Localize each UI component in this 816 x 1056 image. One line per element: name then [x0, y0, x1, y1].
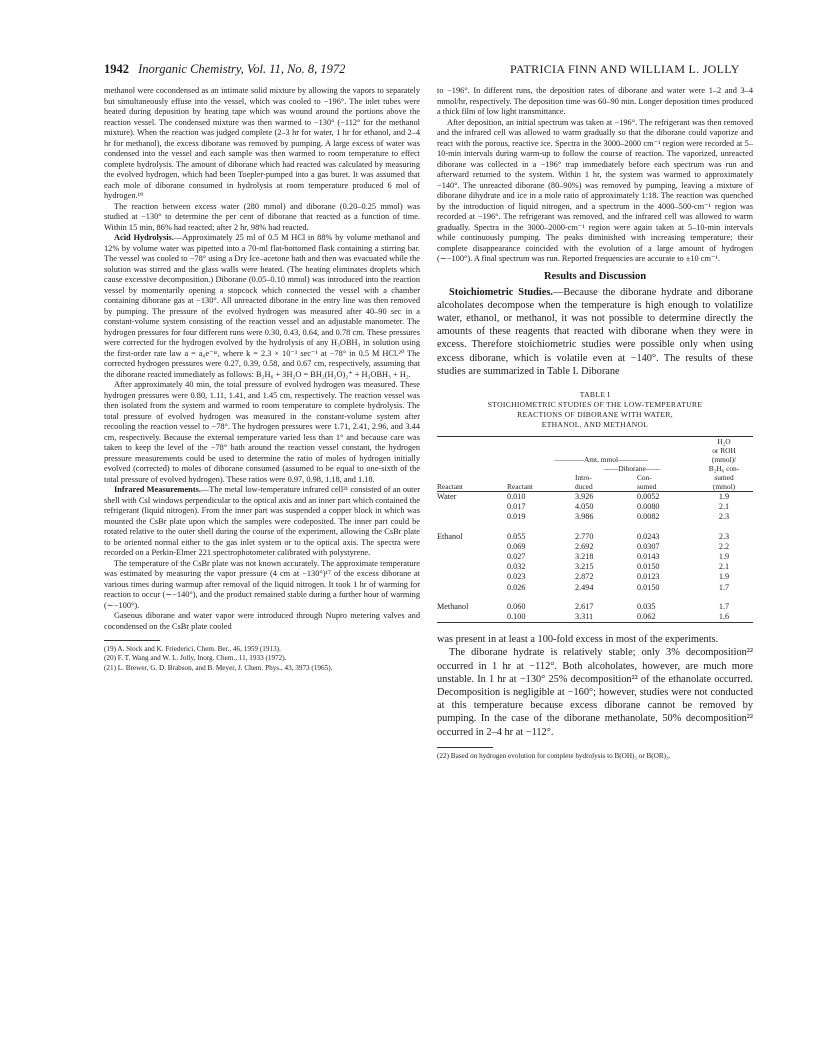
cell-diborane-consumed: 0.0123	[637, 572, 660, 582]
cell-ratio: 1.9	[718, 551, 730, 561]
paragraph	[104, 485, 420, 559]
running-header-authors: PATRICIA FINN AND WILLIAM L. JOLLY	[510, 62, 740, 76]
paragraph: After deposition, an initial spectrum was taken at −196°. The refrigerant was then removed and the infrared cell was allowed to warm gradually so that the diborane could vaporize and react with the porous, reactive ice. Spectra in the 3000–2000 cm⁻¹ region were recorded at 5–10-min intervals during warm-up to follow the course of reaction. The vaporized, unreacted diborane was collected in a −196° trap immediately before each spectrum was run and afterward returned to the system. Within 1 hr, the system was warmed to approximately −140°. The unreacted diborane (80–90%) was removed by pumping, leaving a mixture of diborane dihydrate and ice in a mole ratio of approximately 1:18. The reaction was quenched by the introduction of liquid nitrogen, and a spectrum in the 4000–500-cm⁻¹ region was recorded at −196°. The refrigerant was removed, and the infrared cell was allowed to warm gradually. Spectra in the 3000–2000-cm⁻¹ region were again taken at 5–10-min intervals while continuously pumping. The peaks diminished with increasing temperature; their complete disappearance coincided with the evolution of a large amount of hydrogen (∼−100°). A final spectrum was run. Reported frequencies are accurate to ±10 cm⁻¹.	[437, 117, 753, 263]
table-row	[437, 572, 753, 582]
left-column-body	[104, 86, 420, 632]
table-header-cell: H₂O	[717, 436, 731, 446]
cell-ratio: 2.1	[718, 562, 730, 572]
results-body	[437, 286, 753, 378]
paragraph: After approximately 40 min, the total pressure of evolved hydrogen was measured. These hydrogen pressures were 0.80, 1.11, 1.41, and 1.45 cm, respectively. The reaction vessel was then isolated from the system and warmed to room temperature to complete hydrolysis. The total pressure of evolved hydrogen was measured in the constant-volume system after recooling the reaction vessel to −78°. The hydrogen pressures were 1.71, 2.41, 2.96, and 3.44 cm, respectively. Because the external temperature varied less than 1° and because care was taken to keep the level of the −78° bath around the reaction vessel constant, the hydrogen pressure measurements could be used to determine the ratio of moles of hydrogen initially evolved (corrected) to moles of diborane consumed (assumed to be equal to one-sixth of the total pressure of evolved hydrogen). These ratios were 0.97, 0.98, 1.18, and 1.18.	[104, 380, 420, 484]
table-group-water	[437, 491, 753, 522]
section-title: Results and Discussion	[543, 270, 647, 282]
cell-diborane-introduced: 3.311	[575, 611, 594, 621]
paragraph-text: —The metal low-temperature infrared cell²¹ consisted of an outer shell with CsI windows perpendicular to the optical axis and an inner part which contained the refrigerant (liquid nitrogen). From the inner part was suspended a copper block in which was mounted the CsBr plate upon which the samples were codeposited. The inner part could be rotated relative to the outer shell during the course of the experiment, allowing the CsBr plate to be oriented normal either to the gas inlet system or to the optical axis. The spectra were recorded on a Perkin-Elmer 221 spectrophotometer calibrated with polystyrene.	[104, 485, 420, 557]
run-in-heading: Stoichiometric Studies.	[449, 286, 553, 298]
table-header-cell: ——Diborane——	[603, 463, 661, 473]
table-header-cell: Con-	[637, 472, 652, 482]
cell-diborane-introduced: 3.926	[575, 491, 594, 501]
reactant-name: Water	[437, 491, 457, 501]
cell-diborane-introduced: 2.770	[575, 531, 594, 541]
table-group-ethanol	[437, 532, 753, 593]
cell-ratio: 2.3	[718, 512, 730, 522]
table-header-cell: Reactant	[437, 481, 463, 491]
table-header-cell: B₂H₆ con-	[708, 463, 740, 473]
cell-ratio: 2.3	[718, 531, 730, 541]
cell-diborane-introduced: 4.050	[575, 502, 594, 512]
paragraph-text: —Approximately 25 ml of 0.5 M HCl in 88% by volume methanol and 12% by volume water was pipetted into a 70-ml flat-bottomed flask containing a stirring bar. The vessel was cooled to −78° using a Dry Ice–acetone bath and then was evacuated while the solution was stirred and the glass walls were heated. (The heating eliminates droplets which cause excessive decomposition.) Diborane (0.05–0.10 mmol) was introduced into the reaction vessel by momentarily opening a stopcock which connected the vessel with a chamber containing diborane gas at −130°. All unreacted diborane in the entry line was then removed by pumping. The pressure of the evolved hydrogen was measured after 40–90 sec in a constant-volume system consisting of the reaction vessel and an adjustable manometer. The hydrogen pressures for four different runs were 0.30, 0.43, 0.64, and 0.78 cm. These pressures were corrected for the hydrogen evolved by the hydrolysis of any H₃OBH₃ in solution using the first-order rate law a = a₀e⁻ᵏᵗ, where k = 2.3 × 10⁻³ sec⁻¹ at −78° in 0.5 M HCl.²⁰ The corrected hydrogen pressures were 0.27, 0.39, 0.58, and 0.67 cm, respectively, assuming that the diborane reacted immediately as follows: B₂H₆ + 3H₂O = BH₂(H₂O)₂⁺ + H₃OBH₃ + H₂.	[104, 233, 420, 379]
right-column-body	[437, 86, 753, 265]
cell-reactant-amount: 0.100	[507, 611, 526, 621]
table-row	[437, 552, 753, 562]
cell-reactant-amount: 0.060	[507, 601, 526, 611]
paragraph: The temperature of the CsBr plate was not known accurately. The approximate temperature was estimated by measuring the vapor pressure (4 cm at −130°)¹⁷ of the excess diborane at various times during warmup after removal of the liquid nitrogen. It took 1 hr of warming for reaction to occur (∼−140°), and the product remained stable during a further hour of warming (∼−100°).	[104, 558, 420, 610]
cell-diborane-consumed: 0.0307	[637, 541, 660, 551]
run-in-heading: Acid Hydrolysis.	[114, 233, 174, 242]
table-header-cell: Reactant	[507, 481, 533, 491]
paragraph: The diborane hydrate is relatively stable; only 3% decomposition²² occurred in 1 hr at −112°. Both alcoholates, however, are much more unstable. In 1 hr at −130° 25% decomposition²² of the ethanolate occurred. Decomposition is negligible at −160°; however, studies were not conducted at this temperature because excess diborane cannot be removed by pumping. In the case of the diborane methanolate, 50% decomposition²² occurred in 2–4 hr at −112°.	[437, 647, 753, 738]
footnote-rule	[104, 640, 160, 641]
table-row	[437, 532, 753, 542]
cell-diborane-introduced: 2.692	[575, 541, 594, 551]
footnote: (20) F. T. Wang and W. L. Jolly, Inorg. Chem., 11, 1933 (1972).	[104, 654, 287, 663]
cell-diborane-consumed: 0.0082	[637, 512, 660, 522]
footnote: (21) L. Brewer, G. D. Brabson, and B. Meyer, J. Chem. Phys., 43, 3973 (1965).	[104, 663, 333, 672]
table-row	[437, 612, 753, 623]
cell-reactant-amount: 0.055	[507, 531, 526, 541]
cell-diborane-consumed: 0.0150	[637, 562, 660, 572]
cell-diborane-consumed: 0.0243	[637, 531, 660, 541]
cell-reactant-amount: 0.010	[507, 491, 526, 501]
table-header-cell: ————Amt, mmol————	[554, 454, 648, 464]
page-number: 1942	[104, 62, 129, 76]
reactant-name: Ethanol	[437, 531, 463, 541]
cell-diborane-introduced: 2.494	[575, 582, 594, 592]
footnotes-left	[104, 645, 420, 673]
cell-ratio: 2.2	[718, 541, 730, 551]
table-header-cell: Intro-	[575, 472, 592, 482]
table-row	[437, 542, 753, 552]
left-column	[104, 86, 420, 673]
table-header-row	[437, 455, 753, 464]
cell-diborane-introduced: 2.617	[575, 601, 594, 611]
paragraph: Gaseous diborane and water vapor were introduced through Nupro metering valves and cocondensed on the CsBr plate cooled	[104, 611, 420, 631]
paragraph-text: —Because the diborane hydrate and diborane alcoholates decompose when the temperature is high enough to volatilize water, ethanol, or methanol, it was not possible to determine directly the amounts of these reagents that reacted with diborane when they were in excess. Therefore stoichiometric studies were possible only when using excess diborane, which is volatile even at −140°. The results of these studies are summarized in Table I. Diborane	[437, 286, 753, 377]
right-column	[437, 86, 753, 761]
table-header-cell: duced	[575, 481, 593, 491]
results-continued	[437, 633, 753, 739]
cell-reactant-amount: 0.023	[507, 572, 526, 582]
paragraph: methanol were cocondensed as an intimate solid mixture by allowing the vapors to separately but simultaneously effuse into the vessel, which was cooled to −196°. The inlet tubes were heated during deposition by heating tape which was wound around the portions above the reaction vessel. The condensed mixture was then warmed to −130° (−112° for the methanol mixture). When the reaction was judged complete (2–3 hr for water, 1 hr for ethanol, and 2–4 hr for methanol), the excess diborane was removed by pumping. A large excess of water was condensed into the vessel and each sample was then warmed to room temperature to effect complete hydrolysis. The amount of diborane which had reacted was calculated by measuring the evolved hydrogen, which had been Toepler-pumped into a gas buret. It was assumed that each mole of diborane consumed in hydrolysis at room temperature produced 6 mol of hydrogen.¹⁹	[104, 86, 420, 200]
table-header-row	[437, 446, 753, 455]
cell-ratio: 1.6	[718, 611, 730, 621]
cell-reactant-amount: 0.069	[507, 541, 526, 551]
footnotes-right	[437, 752, 753, 761]
cell-reactant-amount: 0.017	[507, 502, 526, 512]
table-header-cell: (mmol)	[712, 481, 736, 491]
table-header-row	[437, 464, 753, 473]
cell-diborane-introduced: 3.215	[575, 562, 594, 572]
cell-diborane-consumed: 0.0143	[637, 551, 660, 561]
table-header-cell: (mmol)/	[711, 454, 737, 464]
table-row	[437, 491, 753, 502]
table-group-methanol	[437, 602, 753, 623]
cell-diborane-introduced: 3.218	[575, 551, 594, 561]
cell-diborane-consumed: 0.035	[637, 601, 656, 611]
cell-ratio: 2.1	[718, 502, 730, 512]
paragraph: was present in at least a 100-fold excess in most of the experiments.	[437, 634, 719, 646]
cell-reactant-amount: 0.027	[507, 551, 526, 561]
table-header-row	[437, 473, 753, 482]
table-caption-line: REACTIONS OF DIBORANE WITH WATER,	[517, 409, 673, 419]
cell-diborane-introduced: 3.986	[575, 512, 594, 522]
table-header-cell: sumed	[714, 472, 734, 482]
table-header-cell: or ROH	[712, 445, 736, 455]
table-caption-line: STOICHIOMETRIC STUDIES OF THE LOW-TEMPERATURE	[487, 399, 703, 409]
footnote: (22) Based on hydrogen evolution for complete hydrolysis to B(OH)₃ or B(OR)₃.	[437, 751, 671, 760]
cell-ratio: 1.9	[718, 491, 730, 501]
table-header-row	[437, 482, 753, 492]
paragraph	[437, 286, 753, 378]
cell-reactant-amount: 0.026	[507, 582, 526, 592]
table-row	[437, 602, 753, 612]
cell-diborane-consumed: 0.0150	[637, 582, 660, 592]
cell-ratio: 1.7	[718, 582, 730, 592]
paragraph: to −196°. In different runs, the deposition rates of diborane and water were 1–2 and 3–4 mmol/hr, respectively. The deposition time was 60–90 min. Longer deposition times produced a thick film of low light transmittance.	[437, 86, 753, 116]
footnote: (19) A. Stock and K. Friederici, Chem. Ber., 46, 1959 (1913).	[104, 645, 281, 653]
reactant-name: Methanol	[437, 601, 469, 611]
cell-reactant-amount: 0.019	[507, 512, 526, 522]
cell-diborane-introduced: 2.872	[575, 572, 594, 582]
journal-citation: Inorganic Chemistry, Vol. 11, No. 8, 1972	[138, 62, 346, 76]
cell-diborane-consumed: 0.062	[637, 611, 656, 621]
running-header-left	[104, 62, 345, 77]
table-row	[437, 502, 753, 512]
cell-reactant-amount: 0.032	[507, 562, 526, 572]
table-header-cell: sumed	[637, 481, 657, 491]
table-label: TABLE I	[579, 389, 611, 399]
table-header-row	[437, 436, 753, 446]
run-in-heading: Infrared Measurements.	[114, 485, 201, 494]
paragraph	[104, 233, 420, 380]
table-caption-line: ETHANOL, AND METHANOL	[541, 419, 649, 429]
cell-ratio: 1.9	[718, 572, 730, 582]
cell-ratio: 1.7	[718, 601, 730, 611]
cell-diborane-consumed: 0.0052	[637, 491, 660, 501]
footnote-rule	[437, 747, 493, 748]
table-row	[437, 583, 753, 593]
table-row	[437, 512, 753, 522]
stoichiometry-table	[437, 436, 753, 623]
table-caption	[437, 390, 753, 430]
paragraph: The reaction between excess water (280 mmol) and diborane (0.20–0.25 mmol) was studied at −130° to determine the per cent of diborane that reacted as a function of time. Within 15 min, 86% had reacted; after 2 hr, 98% had reacted.	[104, 201, 420, 232]
cell-diborane-consumed: 0.0080	[637, 502, 660, 512]
table-row	[437, 562, 753, 572]
